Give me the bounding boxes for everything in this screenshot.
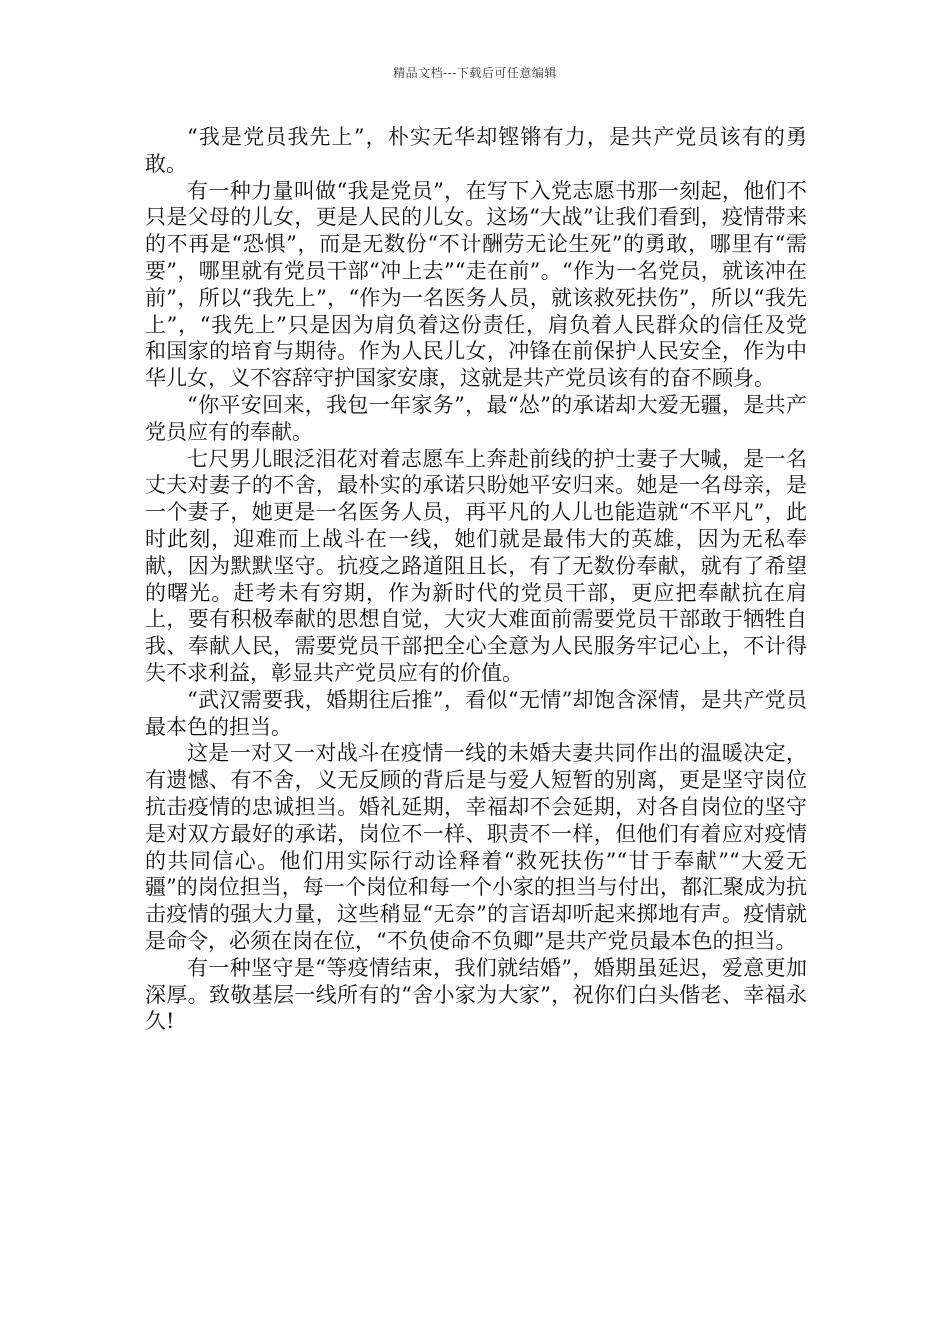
paragraph: 这是一对又一对战斗在疫情一线的未婚夫妻共同作出的温暖决定，有遗憾、有不舍，义无反顾的背后是与爱人短暂的别离，更是坚守岗位抗击疫情的忠诚担当。婚礼延期，幸福却不会延期，对各自岗位的坚守是对双方最好的承诺，岗位不一样、职责不一样，但他们有着应对疫情的共同信心。他们用实际行动诠释着“救死扶伤”“甘于奉献”“大爱无疆”的岗位担当，每一个岗位和每一个小家的担当与付出，都汇聚成为抗击疫情的强大力量，这些稍显“无奈”的言语却听起来掷地有声。疫情就是命令，必须在岗在位，“不负使命不负卿”是共产党员最本色的担当。	[145, 741, 807, 953]
document-body	[145, 124, 807, 1035]
paragraph: 有一种坚守是“等疫情结束，我们就结婚”，婚期虽延迟，爱意更加深厚。致敬基层一线所有的“舍小家为大家”，祝你们白头偕老、幸福永久!	[145, 955, 807, 1034]
paragraph: “你平安回来，我包一年家务”，最“怂”的承诺却大爱无疆，是共产党员应有的奉献。	[145, 392, 807, 444]
page-header: 精品文档---下载后可任意编辑	[393, 66, 557, 80]
paragraph: 有一种力量叫做“我是党员”，在写下入党志愿书那一刻起，他们不只是父母的儿女，更是人民的儿女。这场“大战”让我们看到，疫情带来的不再是“恐惧”，而是无数份“不计酬劳无论生死”的勇敢，哪里有“需要”，哪里就有党员干部“冲上去”“走在前”。“作为一名党员，就该冲在前”，所以“我先上”，“作为一名医务人员，就该救死扶伤”，所以“我先上”，“我先上”只是因为肩负着这份责任，肩负着人民群众的信任及党和国家的培育与期待。作为人民儿女，冲锋在前保护人民安全，作为中华儿女，义不容辞守护国家安康，这就是共产党员该有的奋不顾身。	[145, 178, 807, 391]
paragraph: “我是党员我先上”，朴实无华却铿锵有力，是共产党员该有的勇敢。	[145, 125, 807, 176]
paragraph: “武汉需要我，婚期往后推”，看似“无情”却饱含深情，是共产党员最本色的担当。	[145, 687, 807, 739]
paragraph: 七尺男儿眼泛泪花对着志愿车上奔赴前线的护士妻子大喊，是一名丈夫对妻子的不舍，最朴实的承诺只盼她平安归来。她是一名母亲，是一个妻子，她更是一名医务人员，再平凡的人儿也能造就“不平凡”，此时此刻，迎难而上战斗在一线，她们就是最伟大的英雄，因为无私奉献，因为默默坚守。抗疫之路道阻且长，有了无数份奉献，就有了希望的曙光。赶考未有穷期，作为新时代的党员干部，更应把奉献抗在肩上，要有积极奉献的思想自觉，大灾大难面前需要党员干部敢于牺牲自我、奉献人民，需要党员干部把全心全意为人民服务牢记心上，不计得失不求利益，彰显共产党员应有的价值。	[145, 446, 807, 685]
